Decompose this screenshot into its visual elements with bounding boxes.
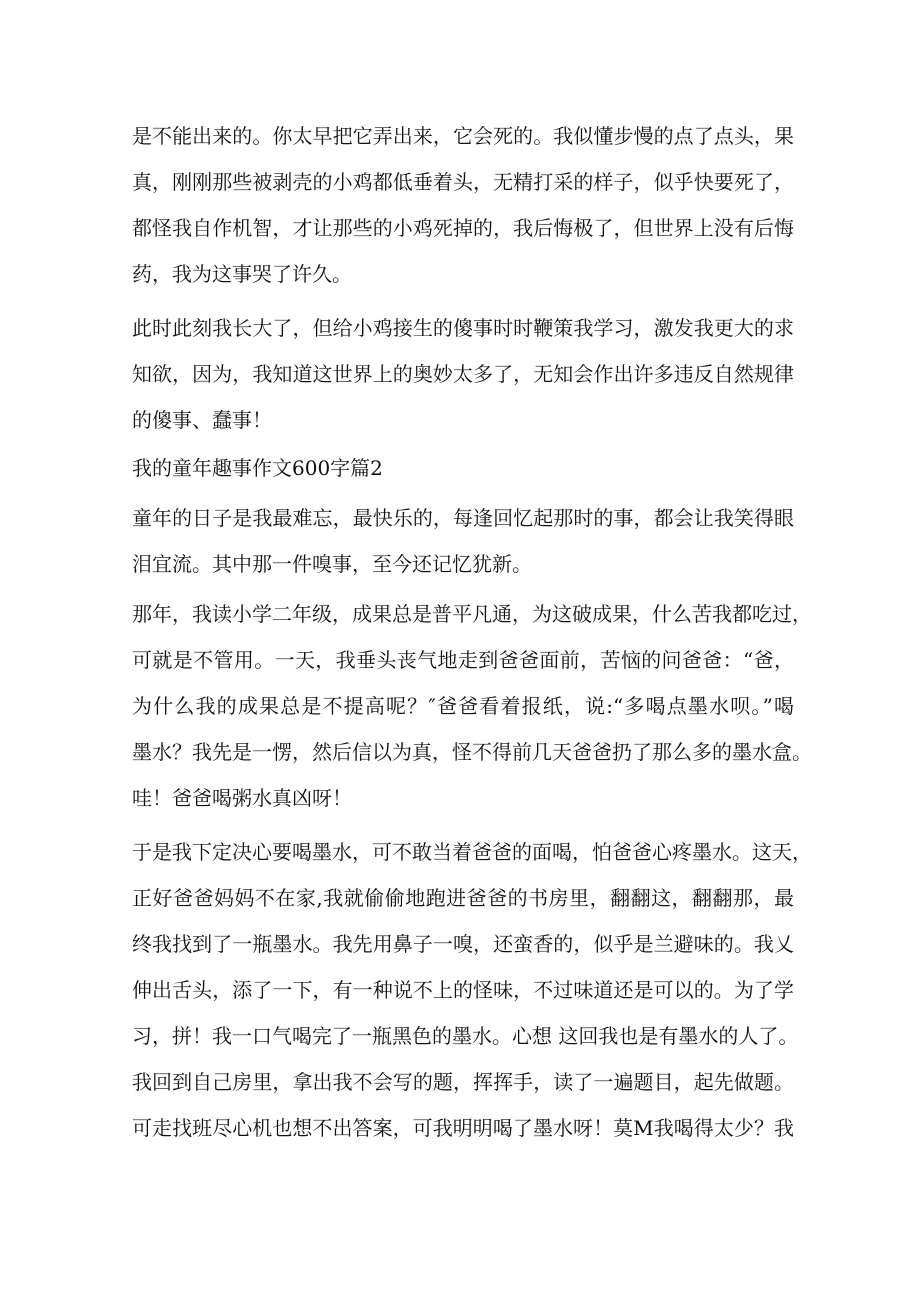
- text-line: 真，刚刚那些被剥壳的小鸡都低垂着头，无精打采的样子，似乎快要死了，: [132, 170, 794, 194]
- text-line: 泪宜流。其中那一件嗅事，至今还记忆犹新。: [132, 552, 532, 576]
- text-line: 为什么我的成果总是不提高呢？″爸爸看着报纸，说:“多喝点墨水呗。”喝: [132, 694, 794, 718]
- text-line: 习，拼！我一口气喝完了一瓶黑色的墨水。心想 这回我也是有墨水的人了。: [132, 1024, 799, 1048]
- text-line: 童年的日子是我最难忘，最快乐的，每逢回忆起那时的事，都会让我笑得眼: [132, 506, 794, 530]
- text-line: 此时此刻我长大了，但给小鸡接生的傻事时时鞭策我学习，激发我更大的求: [132, 316, 794, 340]
- text-line: 我回到自己房里，拿出我不会写的题，挥挥手，读了一遍题目，起先做题。: [132, 1070, 794, 1094]
- text-line: 是不能出来的。你太早把它弄出来，它会死的。我似懂步慢的点了点头，果: [132, 124, 794, 148]
- text-line: 墨水？我先是一愣，然后信以为真，怪不得前几天爸爸扔了那么多的墨水盒。: [132, 740, 812, 764]
- text-line: 的傻事、蠢事！: [132, 408, 272, 432]
- text-line: 终我找到了一瓶墨水。我先用鼻子一嗅，还蛮香的，似乎是兰避味的。我乂: [132, 932, 794, 956]
- text-line: 知欲，因为，我知道这世界上的奥妙太多了，无知会作出许多违反自然规律: [132, 362, 794, 386]
- text-line: 正好爸爸妈妈不在家,我就偷偷地跑进爸爸的书房里，翻翻这，翻翻那，最: [132, 886, 794, 910]
- text-line: 药，我为这事哭了许久。: [132, 262, 352, 286]
- section-heading: 我的童年趣事作文600字篇2: [132, 456, 383, 480]
- text-line: 可就是不管用。一天，我垂头丧气地走到爸爸面前，苦恼的问爸爸：“爸，: [132, 648, 794, 672]
- text-line: 于是我下定决心要喝墨水，可不敢当着爸爸的面喝，怕爸爸心疼墨水。这天，: [132, 840, 812, 864]
- text-line: 都怪我自作机智，才让那些的小鸡死掉的，我后悔极了，但世界上没有后悔: [132, 216, 794, 240]
- text-line: 那年，我读小学二年级，成果总是普平凡通，为这破成果，什么苦我都吃过，: [132, 602, 812, 626]
- text-line: 哇！爸爸喝粥水真凶呀！: [132, 786, 352, 810]
- text-line: 伸出舌头，添了一下，有一种说不上的怪味，不过味道还是可以的。为了学: [132, 978, 794, 1002]
- text-line: 可走找班尽心机也想不出答案，可我明明喝了墨水呀！莫M我喝得太少？我: [132, 1116, 794, 1140]
